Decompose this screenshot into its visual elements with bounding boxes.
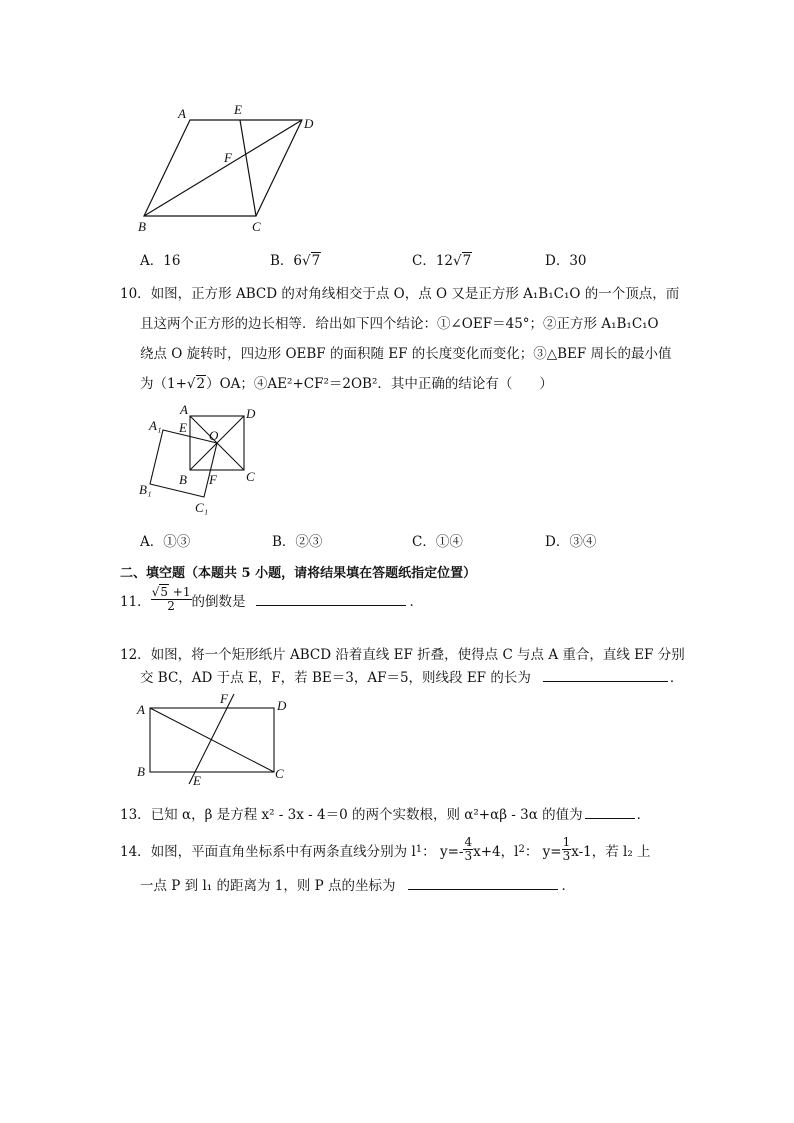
q13-question: 13．已知 α，β 是方程 x² - 3x - 4＝0 的两个实数根，则 α²+αβ - 3α 的值为 ． — [120, 807, 651, 823]
label-c: C — [252, 219, 261, 234]
label-f: F — [209, 472, 217, 487]
label-b: B — [179, 472, 187, 487]
q12-number: 12． — [120, 647, 151, 663]
q10-line1: 如图，正方形 ABCD 的对角线相交于点 O，点 O 又是正方形 A₁B₁C₁O 的一个顶点，而 — [150, 286, 680, 302]
section-fill-in-heading: 二、填空题（本题共 5 小题，请将结果填在答题纸指定位置） — [120, 566, 477, 581]
q9-option-b[interactable]: B．6√7 — [270, 253, 321, 269]
q10-option-a[interactable]: A．①③ — [140, 534, 191, 550]
label-d: D — [277, 698, 287, 713]
q12-line1: 如图，将一个矩形纸片 ABCD 沿着直线 EF 折叠，使得点 C 与点 A 重合，直线 EF 分别 — [150, 647, 685, 663]
label-a: A — [180, 402, 188, 417]
q12-line2: 交 BC，AD 于点 E，F，若 BE＝3，AF＝5，则线段 EF 的长为 — [140, 670, 531, 686]
label-a: A — [178, 106, 186, 121]
label-a1: A₁ — [149, 418, 162, 433]
label-c: C — [246, 469, 255, 484]
q9-parallelogram-figure — [130, 98, 330, 238]
q11-fraction: $\frac{√5 +1}{2}$ — [151, 585, 191, 613]
q10-line4-b: ）OA；④AE²+CF²＝2OB²．其中正确的结论有（ ） — [206, 376, 553, 392]
label-f: F — [224, 150, 232, 165]
label-e: E — [179, 420, 187, 435]
q13-number: 13． — [120, 807, 151, 823]
q11-number: 11． — [120, 593, 151, 610]
q14-answer-blank[interactable] — [408, 877, 558, 890]
q11-question: 11． $\frac{√5 +1}{2}$ 的倒数是 ． — [120, 585, 423, 613]
q12-rectangle-figure — [133, 688, 293, 788]
q11-text: 的倒数是 — [191, 593, 246, 610]
diagonal-bd — [144, 120, 302, 216]
q10-line4-radicand: 2 — [196, 376, 206, 392]
q14-fraction-2: $\frac{1}{3}$ — [562, 835, 571, 863]
q14-line2: 一点 P 到 l₁ 的距离为 1，则 P 点的坐标为 — [140, 878, 396, 894]
q12-answer-blank[interactable] — [543, 669, 668, 682]
q10-line4-a: 为（1+ — [140, 376, 187, 392]
label-c1: C₁ — [195, 500, 209, 515]
q13-answer-blank[interactable] — [585, 806, 635, 819]
q14-number: 14． — [120, 843, 151, 860]
label-c: C — [275, 766, 284, 781]
segment-ec — [240, 120, 256, 216]
q13-text: 已知 α，β 是方程 x² - 3x - 4＝0 的两个实数根，则 α²+αβ - 3α 的值为 — [150, 807, 583, 823]
label-b: B — [137, 764, 145, 779]
q10-option-d[interactable]: D．③④ — [545, 534, 597, 550]
label-o: O — [209, 428, 219, 443]
q9-option-d[interactable]: D．30 — [545, 253, 587, 269]
q14-fraction-1: $\frac{4}{3}$ — [464, 835, 473, 863]
label-a: A — [137, 702, 145, 717]
label-b: B — [138, 219, 146, 234]
q10-number: 10． — [120, 286, 151, 302]
q10-option-c[interactable]: C．①④ — [412, 534, 463, 550]
q11-answer-blank[interactable] — [256, 593, 406, 606]
q10-line2: 且这两个正方形的边长相等．给出如下四个结论：①∠OEF＝45°；②正方形 A₁B₁C₁O — [140, 316, 659, 332]
q9-option-a[interactable]: A．16 — [140, 253, 181, 269]
label-e: E — [193, 773, 201, 788]
label-b1: B₁ — [139, 482, 152, 497]
label-f: F — [220, 691, 228, 706]
diagonal-ac-12 — [150, 708, 274, 772]
label-e: E — [234, 102, 242, 117]
label-d: D — [246, 406, 256, 421]
q10-line3: 绕点 O 旋转时，四边形 OEBF 的面积随 EF 的长度变化而变化；③△BEF 周长的最小值 — [140, 346, 672, 362]
q10-option-b[interactable]: B．②③ — [272, 534, 323, 550]
q10-squares-figure — [135, 400, 270, 518]
q9-option-c[interactable]: C．12√7 — [412, 253, 472, 269]
label-d: D — [304, 116, 314, 131]
